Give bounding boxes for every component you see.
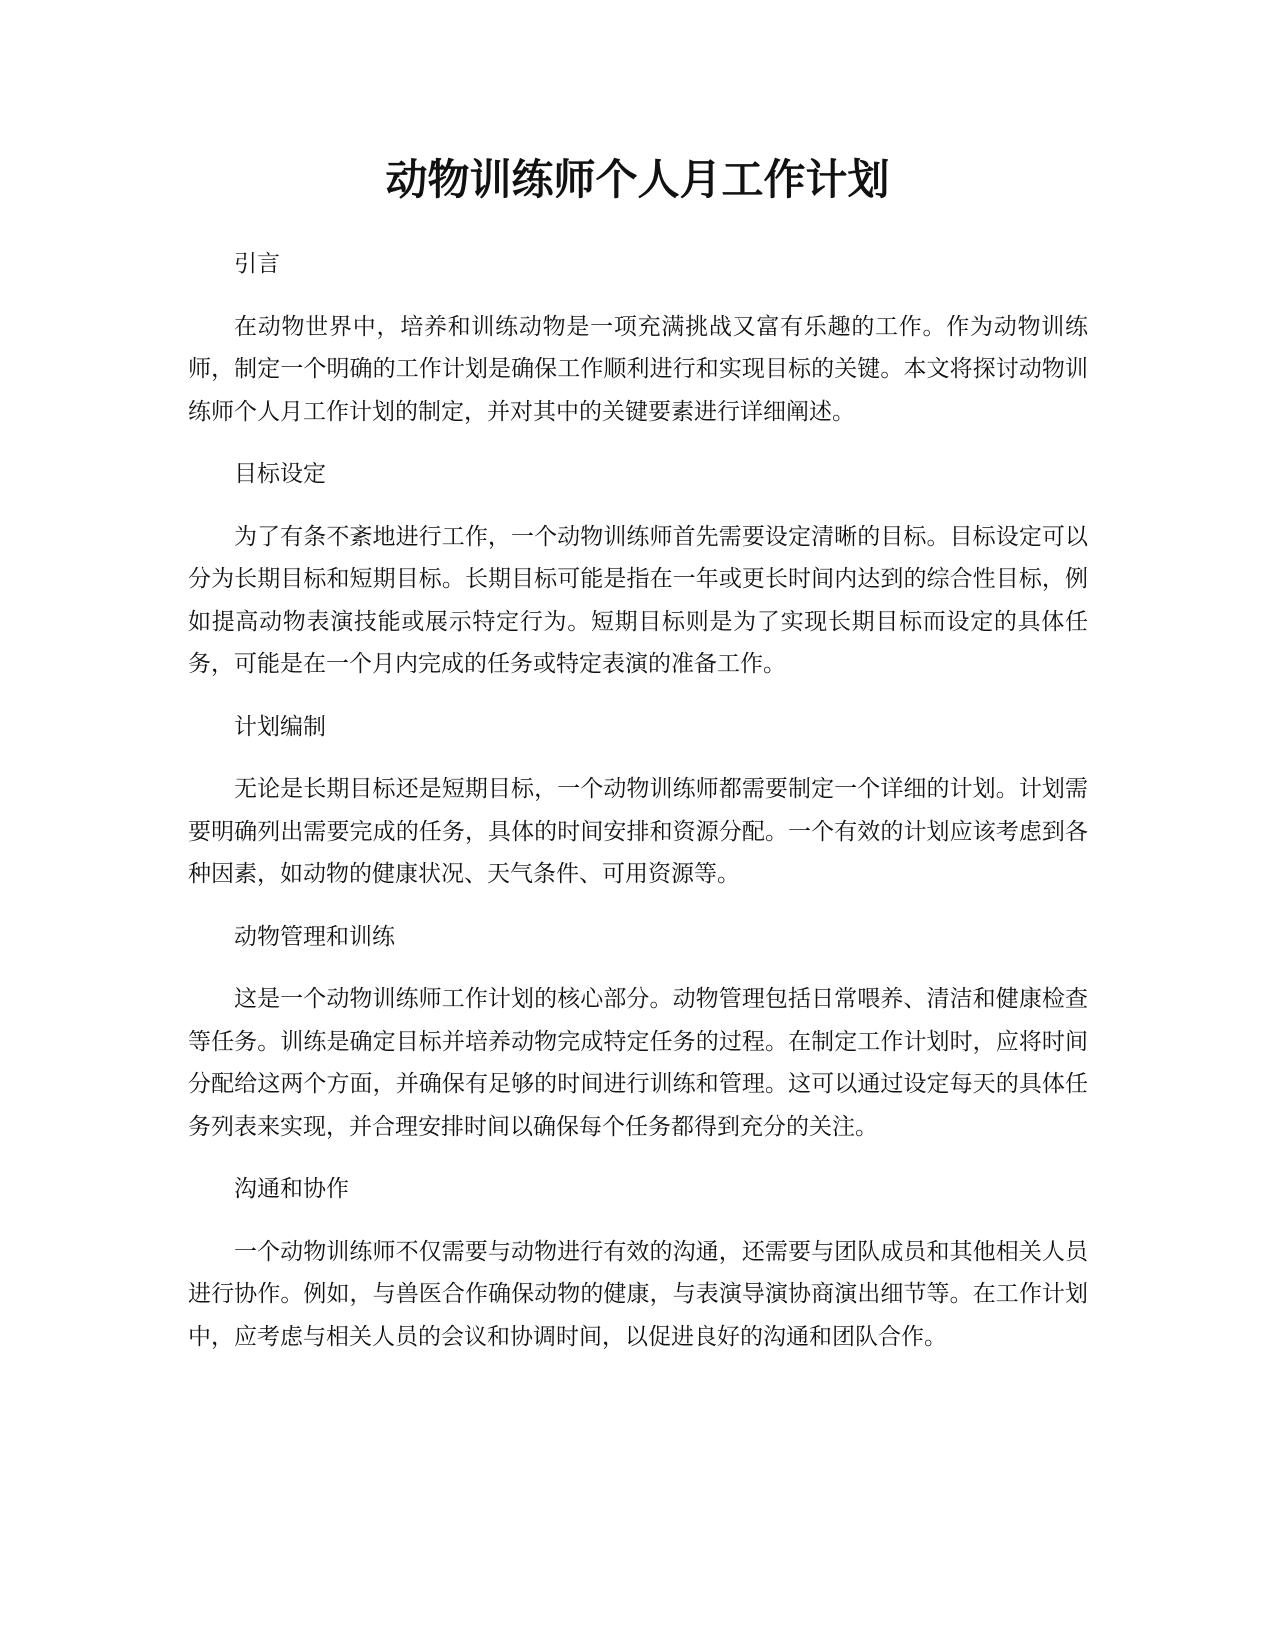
document-body — [188, 243, 1088, 1378]
section-paragraph-goal-setting: 为了有条不紊地进行工作，一个动物训练师首先需要设定清晰的目标。目标设定可以分为长期目标和短期目标。长期目标可能是指在一年或更长时间内达到的综合性目标，例如提高动物表演技能或展示特定行为。短期目标则是为了实现长期目标而设定的具体任务，可能是在一个月内完成的任务或特定表演的准备工作。 — [188, 523, 1088, 677]
section-heading-intro: 引言 — [234, 251, 280, 277]
section-heading-goal-setting: 目标设定 — [234, 461, 326, 487]
document-title: 动物训练师个人月工作计划 — [385, 155, 890, 204]
section-heading-communication: 沟通和协作 — [234, 1176, 349, 1202]
section-paragraph-communication: 一个动物训练师不仅需要与动物进行有效的沟通，还需要与团队成员和其他相关人员进行协作。例如，与兽医合作确保动物的健康，与表演导演协商演出细节等。在工作计划中，应考虑与相关人员的会议和协调时间，以促进良好的沟通和团队合作。 — [188, 1238, 1088, 1350]
section-paragraph-planning: 无论是长期目标还是短期目标，一个动物训练师都需要制定一个详细的计划。计划需要明确列出需要完成的任务，具体的时间安排和资源分配。一个有效的计划应该考虑到各种因素，如动物的健康状况、天气条件、可用资源等。 — [188, 776, 1088, 887]
section-heading-animal-management: 动物管理和训练 — [234, 923, 395, 950]
section-heading-planning: 计划编制 — [234, 713, 326, 740]
section-paragraph-intro: 在动物世界中，培养和训练动物是一项充满挑战又富有乐趣的工作。作为动物训练师，制定一个明确的工作计划是确保工作顺利进行和实现目标的关键。本文将探讨动物训练师个人月工作计划的制定，并对其中的关键要素进行详细阐述。 — [188, 313, 1088, 425]
section-paragraph-animal-management: 这是一个动物训练师工作计划的核心部分。动物管理包括日常喂养、清洁和健康检查等任务。训练是确定目标并培养动物完成特定任务的过程。在制定工作计划时，应将时间分配给这两个方面，并确保有足够的时间进行训练和管理。这可以通过设定每天的具体任务列表来实现，并合理安排时间以确保每个任务都得到充分的关注。 — [188, 986, 1088, 1140]
